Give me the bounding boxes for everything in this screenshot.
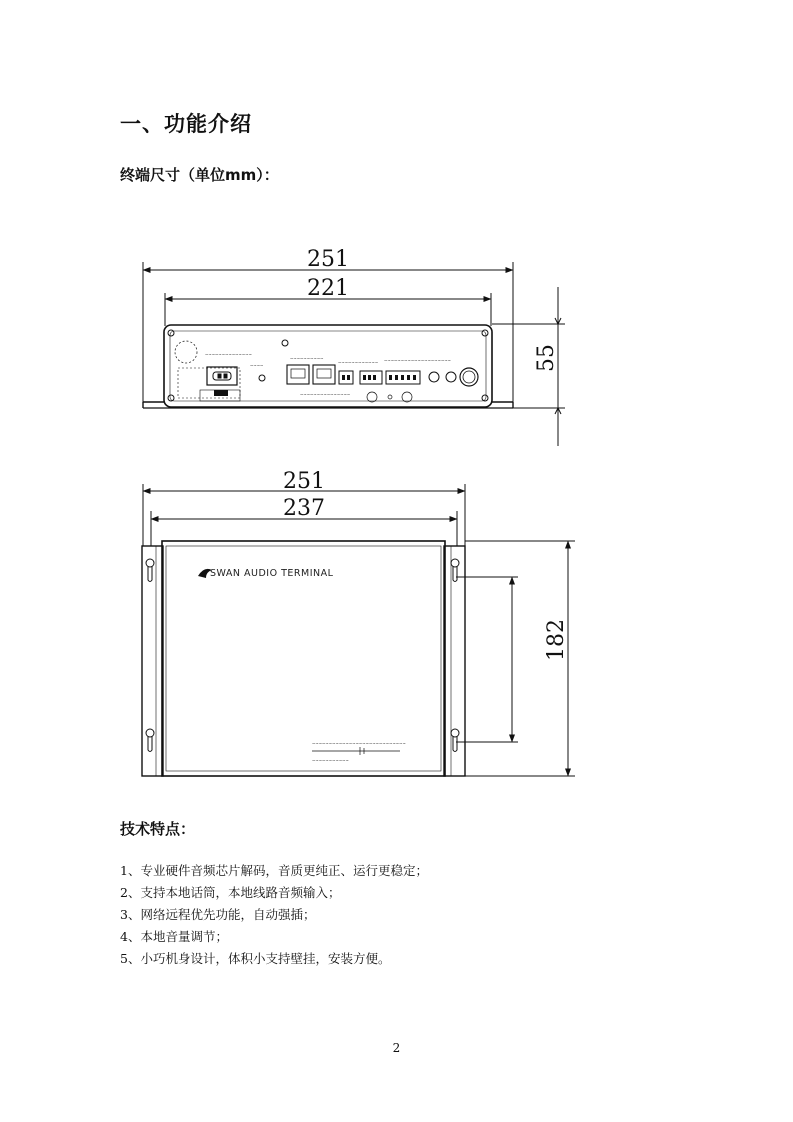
svg-text:~~~~~~~~~~~~~~: ~~~~~~~~~~~~~~ [205, 352, 252, 357]
brand-text: SWAN AUDIO TERMINAL [210, 568, 334, 579]
feature-item: 3、网络远程优先功能，自动强插； [120, 907, 316, 922]
section-heading: 一、功能介绍 [120, 112, 252, 136]
top-view [142, 484, 575, 776]
feature-item: 1、专业硬件音频芯片解码，音质更纯正、运行更稳定； [120, 863, 428, 878]
model-label: ~~~~~~~~~~~~~~~~~~~~~~~~~~~~ [312, 741, 406, 746]
svg-text:~~~~~~~~~~~~~~~~~~~~: ~~~~~~~~~~~~~~~~~~~~ [384, 358, 452, 363]
svg-text:~~~~~~~~~~: ~~~~~~~~~~ [290, 356, 324, 361]
top-depth-label: 182 [544, 619, 569, 661]
svg-text:~~~~~~~~~~~~~~~: ~~~~~~~~~~~~~~~ [300, 392, 351, 397]
top-inner-width-label: 237 [283, 496, 325, 521]
front-inner-width-label: 221 [307, 276, 349, 301]
feature-item: 4、本地音量调节； [120, 929, 228, 944]
feature-item: 5、小巧机身设计，体积小支持壁挂，安装方便。 [120, 951, 391, 966]
svg-text:~~~~: ~~~~ [250, 363, 264, 368]
power-label: ~~~~~~~~~~~ [312, 758, 349, 763]
page-number: 2 [392, 1041, 401, 1055]
front-height-label: 55 [534, 344, 559, 372]
features-heading: 技术特点： [120, 820, 196, 838]
svg-text:~~~~~~~~~~~~: ~~~~~~~~~~~~ [338, 360, 379, 365]
feature-item: 2、支持本地话筒，本地线路音频输入； [120, 885, 341, 900]
top-outer-width-label: 251 [283, 469, 325, 494]
dimensions-heading: 终端尺寸（单位mm）： [120, 166, 279, 184]
front-outer-width-label: 251 [307, 247, 349, 272]
features-list [120, 860, 428, 970]
front-panel-labels [205, 352, 451, 397]
